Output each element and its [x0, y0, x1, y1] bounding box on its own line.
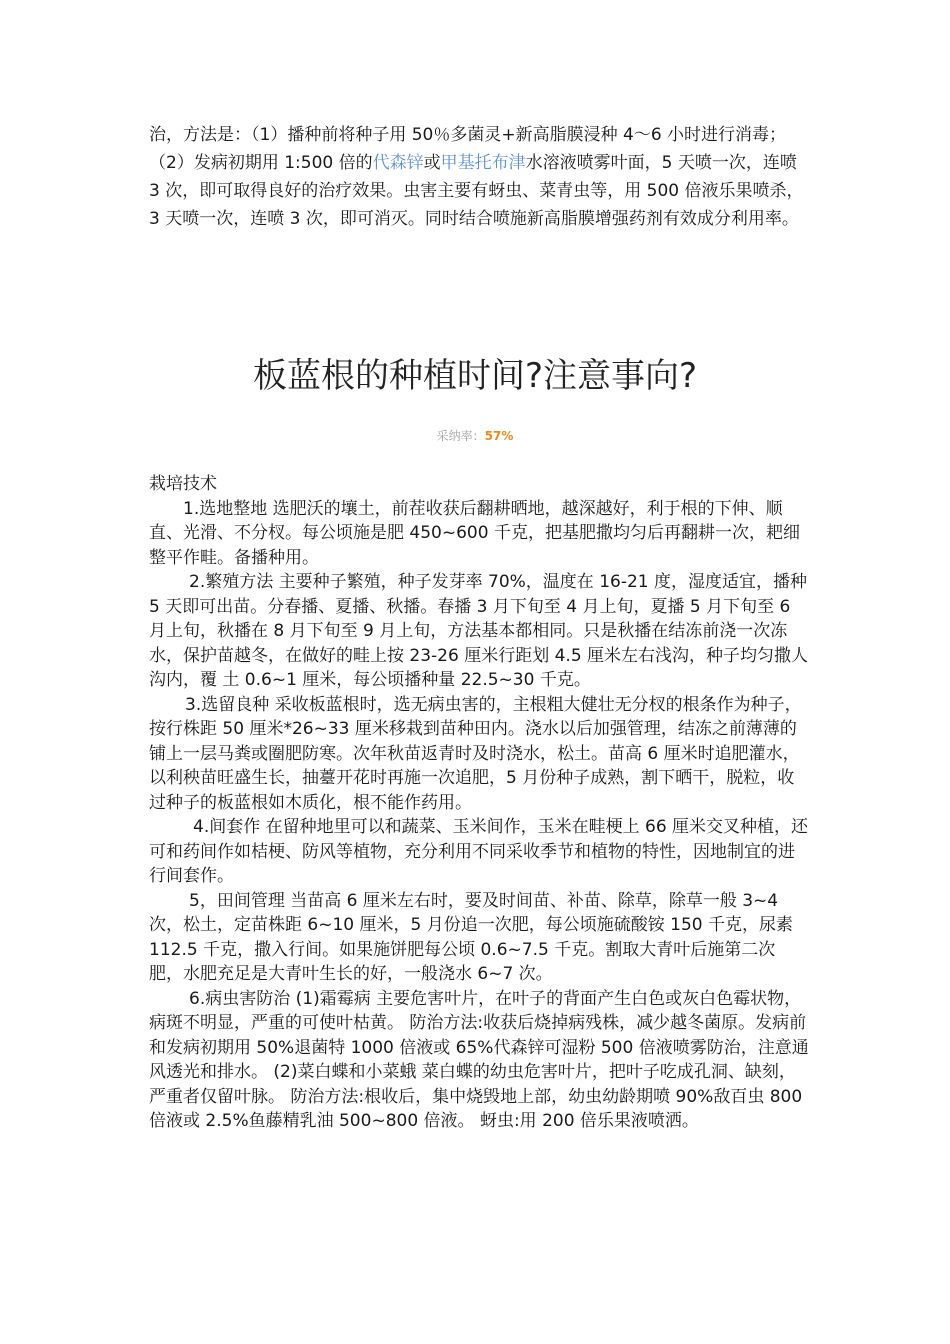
paragraph-seed-selection: 3.选留良种 采收板蓝根时，选无病虫害的，主根粗大健壮无分杈的根条作为种子，按行株距 50 厘米*26~33 厘米移栽到苗种田内。浇水以后加强管理，结冻之前薄薄的铺上一层马粪或圈肥防寒。次年秋苗返青时及时浇水，松土。苗高 6 厘米时追肥灌水，以利秧苗旺盛生长，抽薹开花时再施一次追肥，5 月份种子成熟，割下晒干，脱粒，收过种子的板蓝根如木质化，根不能作药用。 — [149, 694, 802, 813]
intro-paragraph — [149, 121, 809, 233]
paragraph-pest-control: 6.病虫害防治 (1)霜霉病 主要危害叶片，在叶子的背面产生白色或灰白色霉状物，病斑不明显，严重的可使叶枯黄。 防治方法:收获后烧掉病残株，减少越冬菌原。发病前和发病初期用 50%退菌特 1000 倍液或 65%代森锌可湿粉 500 倍液喷雾防治，注意通风透光和排水。 (2)菜白蝶和小菜蛾 菜白蝶的幼虫危害叶片，把叶子吃成孔洞、缺刻，严重者仅留叶脉。 防治方法:根收后，集中烧毁地上部，幼虫幼龄期喷 90%敌百虫 800 倍液或 2.5%鱼藤精乳油 500~800 倍液。 蚜虫:用 200 倍乐果液喷洒。 — [149, 988, 809, 1131]
article-body — [149, 472, 809, 1134]
paragraph-propagation: 2.繁殖方法 主要种子繁殖，种子发芽率 70%，温度在 16-21 度，湿度适宜，播种 5 天即可出苗。分春播、夏播、秋播。春播 3 月下旬至 4 月上旬，夏播 5 月下旬至 6 月上旬，秋播在 8 月下旬至 9 月上旬，方法基本都相同。只是秋播在结冻前浇一次冻水，保护苗越冬，在做好的畦上按 23-26 厘米行距划 4.5 厘米左右浅沟，种子均匀撒人沟内，覆 土 0.6~1 厘米，每公顷播种量 22.5~30 千克。 — [149, 572, 809, 690]
paragraph-site-prep: 1.选地整地 选肥沃的壤土，前茬收获后翻耕晒地，越深越好，利于根的下伸、顺直、光滑、不分杈。每公顷施是肥 450~600 千克，把基肥撒均匀后再翻耕一次，耙细整平作畦。备播种用。 — [149, 498, 800, 568]
adoption-rate — [0, 428, 950, 444]
paragraph-field-management: 5，田间管理 当苗高 6 厘米左右时，要及时间苗、补苗、除草，除草一般 3~4 次，松土，定苗株距 6~10 厘米，5 月份追一次肥，每公顷施硫酸铵 150 千克，尿素 112.5 千克，撒入行间。如果施饼肥每公顷 0.6~7.5 千克。割取大青叶后施第二次肥，水肥充足是大青叶生长的好，一般浇水 6~7 次。 — [149, 890, 793, 984]
article-title: 板蓝根的种植时间?注意事向? — [252, 356, 698, 396]
intro-text-middle: 或 — [423, 153, 441, 173]
link-daisenxin[interactable]: 代森锌 — [372, 153, 424, 173]
adoption-rate-value: 57% — [484, 429, 514, 443]
paragraph-intercropping: 4.间套作 在留种地里可以和蔬菜、玉米间作，玉米在畦梗上 66 厘米交叉种植，还可和药间作如桔梗、防风等植物，充分利用不同采收季节和植物的特性，因地制宜的进行间套作。 — [149, 817, 809, 886]
section-heading: 栽培技术 — [149, 474, 217, 494]
intro-text-after: 水溶液喷雾叶面，5 天喷一次，连喷 3 次，即可取得良好的治疗效果。虫害主要有蚜虫、菜青虫等，用 500 倍液乐果喷杀，3 天喷一次，连喷 3 次，即可消灭。同时结合喷施新高脂膜增强药剂有效成分利用率。 — [149, 153, 804, 229]
adoption-rate-label: 采纳率： — [436, 429, 485, 443]
intro-text-before: 治，方法是：（1）播种前将种子用 50％多菌灵+新高脂膜浸种 4～6 小时进行消毒；（2）发病初期用 1:500 倍的 — [149, 125, 787, 173]
link-jiaji-tuobujin[interactable]: 甲基托布津 — [440, 153, 526, 173]
